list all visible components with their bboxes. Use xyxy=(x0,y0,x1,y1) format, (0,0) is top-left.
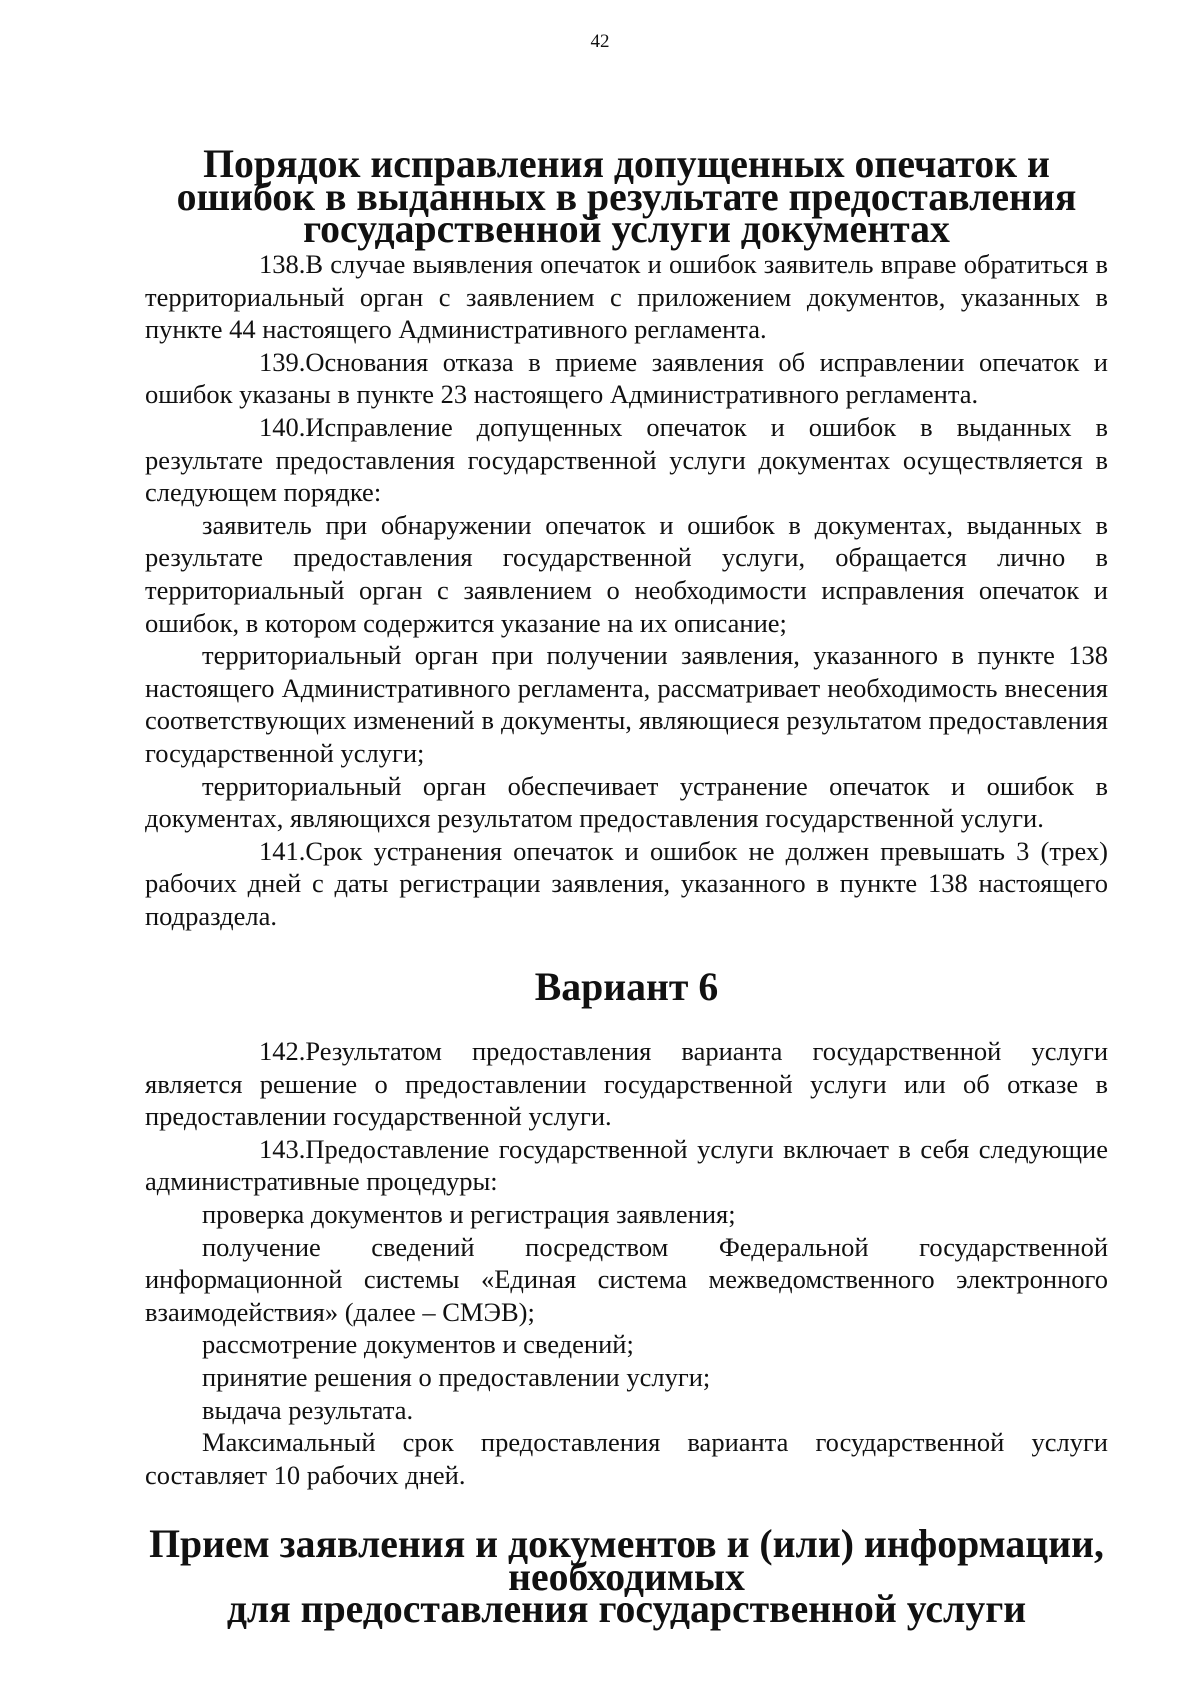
section-heading-application-intake xyxy=(145,1522,1108,1632)
paragraph-text: Предоставление государственной услуги включает в себя следующие административные процедуры: xyxy=(145,1133,1108,1197)
paragraph-139 xyxy=(145,346,1108,411)
section-corrections-body xyxy=(145,248,1108,932)
section-variant-6-body xyxy=(145,1035,1108,1491)
paragraph-143 xyxy=(145,1133,1108,1198)
paragraph-text: Основания отказа в приеме заявления об исправлении опечаток и ошибок указаны в пункте 23 настоящего Административного регламента. xyxy=(145,346,1108,410)
paragraph-text: В случае выявления опечаток и ошибок заявитель вправе обратиться в территориальный орган с заявлением с приложением документов, указанных в пункте 44 настоящего Административного регламента. xyxy=(145,249,1108,345)
paragraph-140-item-3: территориальный орган обеспечивает устранение опечаток и ошибок в документах, являющихся результатом предоставления государственной услуги. xyxy=(145,770,1108,834)
max-term-paragraph: Максимальный срок предоставления варианта государственной услуги составляет 10 рабочих дней. xyxy=(145,1427,1108,1490)
procedure-item-3: рассмотрение документов и сведений; xyxy=(202,1329,634,1360)
page-number: 42 xyxy=(590,31,610,52)
paragraph-142 xyxy=(145,1035,1108,1133)
heading-line: для предоставления государственной услуги xyxy=(226,1587,1027,1632)
paragraph-140-item-1: заявитель при обнаружении опечаток и ошибок в документах, выданных в результате предоставления государственной услуги, обращается лично в территориальный орган с заявлением о необходимости исправления опечаток и ошибок, в котором содержится указание на их описание; xyxy=(145,509,1108,638)
procedure-item-5: выдача результата. xyxy=(202,1394,414,1425)
paragraph-text: Срок устранения опечаток и ошибок не должен превышать 3 (трех) рабочих дней с даты регистрации заявления, указанного в пункте 138 настоящего подраздела. xyxy=(145,835,1108,931)
section-heading-variant-6: Вариант 6 xyxy=(534,965,719,1009)
paragraph-140 xyxy=(145,411,1108,509)
paragraph-number: 139. xyxy=(259,346,306,377)
procedure-item-1: проверка документов и регистрация заявления; xyxy=(202,1198,736,1229)
paragraph-text: Результатом предоставления варианта государственной услуги является решение о предоставлении государственной услуги или об отказе в предоставлении государственной услуги. xyxy=(145,1036,1108,1132)
section-heading-corrections: Порядок исправления допущенных опечаток и ошибок в выданных в результате предоставления государственной услуги документах xyxy=(176,142,1077,252)
paragraph-138 xyxy=(145,248,1108,346)
paragraph-140-item-2: территориальный орган при получении заявления, указанного в пункте 138 настоящего Административного регламента, рассматривает необходимость внесения соответствующих изменений в документы, являющиеся результатом предоставления государственной услуги; xyxy=(145,640,1108,768)
procedure-item-2: получение сведений посредством Федеральной государственной информационной системы «Единая система межведомственного электронного взаимодействия» (далее – СМЭВ); xyxy=(145,1231,1108,1327)
heading-line: Прием заявления и документов и (или) информации, необходимых xyxy=(149,1522,1104,1599)
procedure-item-4: принятие решения о предоставлении услуги; xyxy=(202,1361,711,1392)
paragraph-number: 141. xyxy=(259,835,306,866)
paragraph-141 xyxy=(145,835,1108,933)
paragraph-number: 142. xyxy=(259,1036,306,1066)
paragraph-text: Исправление допущенных опечаток и ошибок в выданных в результате предоставления государственной услуги документах осуществляется в следующем порядке: xyxy=(145,411,1108,508)
paragraph-number: 138. xyxy=(259,249,306,279)
paragraph-number: 143. xyxy=(259,1133,306,1164)
paragraph-number: 140. xyxy=(259,411,306,442)
